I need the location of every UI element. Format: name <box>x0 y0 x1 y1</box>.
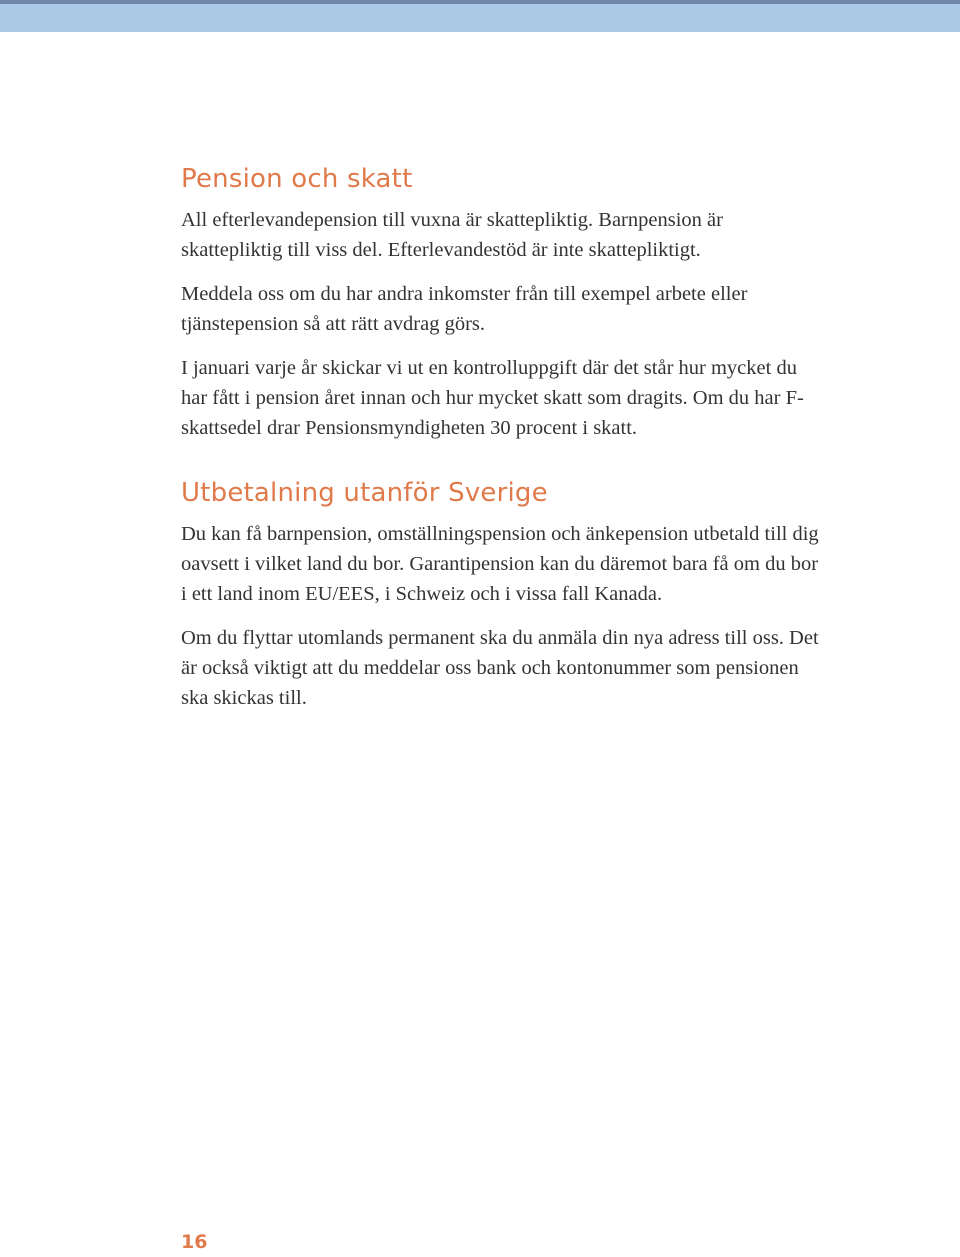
page-content <box>181 157 821 713</box>
paragraph: I januari varje år skickar vi ut en kontrolluppgift där det står hur mycket du har fått i pension året innan och hur mycket skatt som dragits. Om du har F-skattsedel drar Pensionsmyndigheten 30 procent i skatt. <box>181 357 804 439</box>
section-heading-pension-och-skatt: Pension och skatt <box>181 164 413 194</box>
paragraph: Du kan få barnpension, omställningspension och änkepension utbetald till dig oavsett i vilket land du bor. Garantipension kan du däremot bara få om du bor i ett land inom EU/EES, i Schweiz och i vissa fall Kanada. <box>181 523 819 605</box>
top-band-edge-line <box>0 0 960 4</box>
page-number: 16 <box>181 1231 208 1253</box>
paragraph: All efterlevandepension till vuxna är skattepliktig. Barnpension är skattepliktig till viss del. Efterlevandestöd är inte skattepliktigt. <box>181 209 723 261</box>
top-color-band <box>0 0 960 32</box>
section-heading-utbetalning: Utbetalning utanför Sverige <box>181 478 548 508</box>
paragraph: Meddela oss om du har andra inkomster från till exempel arbete eller tjänstepension så att rätt avdrag görs. <box>181 283 748 335</box>
paragraph: Om du flyttar utomlands permanent ska du anmäla din nya adress till oss. Det är också viktigt att du meddelar oss bank och kontonummer som pensionen ska skickas till. <box>181 627 819 709</box>
